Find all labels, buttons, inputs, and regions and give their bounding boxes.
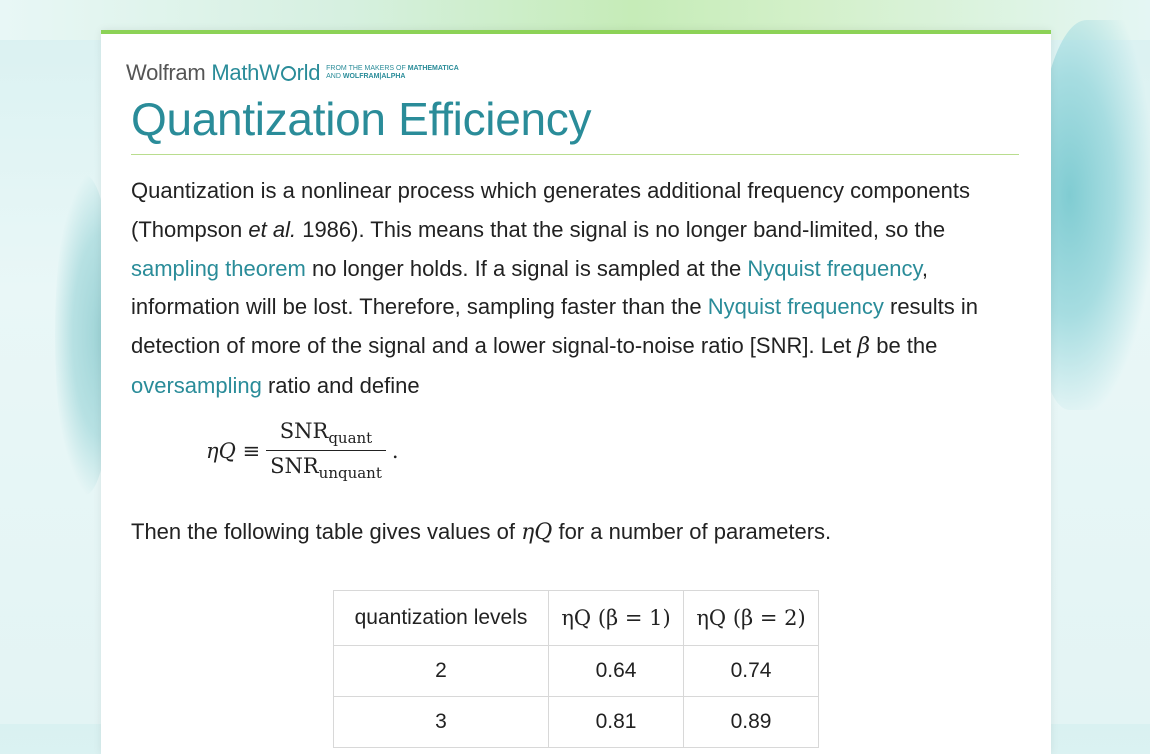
intro-paragraph (131, 172, 1031, 406)
tagline-line1-prefix: FROM THE MAKERS OF (326, 65, 408, 72)
tagline-mathematica: MATHEMATICA (407, 65, 459, 72)
link-sampling-theorem[interactable]: sampling theorem (131, 255, 306, 281)
logo-mathworld-text (211, 60, 320, 86)
denominator-snr: SNR (270, 454, 319, 479)
table-intro-text (131, 519, 831, 545)
after-text-1: Then the following table gives values of (131, 519, 522, 544)
efficiency-equation (206, 419, 399, 482)
para-text-5: results in detection of more of the signal and a lower signal-to-noise ratio [SNR]. Let (131, 294, 979, 359)
background-swirl-right (1035, 20, 1150, 410)
header-quantization-levels: quantization levels (334, 591, 549, 646)
beta-symbol: β (857, 334, 871, 360)
after-text-2: for a number of parameters. (552, 519, 832, 544)
header-eta-beta-1: ηQ (β = 1) (549, 591, 684, 646)
eta-q-symbol: ηQ (521, 520, 553, 545)
link-nyquist-frequency-2[interactable]: Nyquist frequency (707, 294, 884, 320)
numerator-snr: SNR (279, 419, 329, 443)
tagline-line2-prefix: AND (326, 73, 343, 80)
link-oversampling[interactable]: oversampling (131, 372, 262, 398)
table-cell: 0.81 (549, 697, 684, 748)
page-title: Quantization Efficiency (131, 93, 592, 145)
header-eta-beta-2: ηQ (β = 2) (684, 591, 819, 646)
title-divider (131, 154, 1019, 155)
logo-rld-part: rld (296, 60, 321, 85)
logo-math-part: MathW (211, 60, 280, 85)
para-text-2: 1986). This means that the signal is no longer band-limited, so the (296, 216, 946, 242)
para-text-6: be the (870, 333, 938, 359)
para-text-3: no longer holds. If a signal is sampled at the (305, 255, 748, 281)
equation-numerator (276, 419, 376, 450)
tagline-wolframalpha: WOLFRAM|ALPHA (342, 73, 406, 80)
equation-lhs: ηQ ≡ (206, 438, 261, 463)
link-nyquist-frequency-1[interactable]: Nyquist frequency (747, 255, 922, 281)
para-text-4: , information will be lost. Therefore, sampling faster than the (131, 255, 928, 320)
globe-icon (281, 66, 296, 81)
para-et-al: et al. (248, 216, 297, 242)
table-row (334, 697, 819, 748)
denominator-sub: unquant (318, 464, 382, 483)
numerator-sub: quant (328, 429, 373, 448)
table-cell: 2 (334, 646, 549, 697)
table-header-row (334, 591, 819, 646)
logo-tagline (326, 65, 459, 81)
efficiency-table (333, 590, 819, 748)
equation-fraction (266, 419, 386, 482)
table-row (334, 646, 819, 697)
content-card (101, 30, 1051, 754)
equation-denominator (266, 450, 386, 482)
table-cell: 0.74 (684, 646, 819, 697)
equation-period: . (391, 438, 399, 463)
logo-wolfram-text: Wolfram (126, 60, 206, 85)
mathworld-logo[interactable] (126, 60, 459, 86)
table-cell: 0.89 (684, 697, 819, 748)
table-cell: 0.64 (549, 646, 684, 697)
table-cell: 3 (334, 697, 549, 748)
para-text-7: ratio and define (261, 372, 420, 398)
para-text-1: Quantization is a nonlinear process which generates additional frequency components (Thompson (131, 178, 970, 242)
